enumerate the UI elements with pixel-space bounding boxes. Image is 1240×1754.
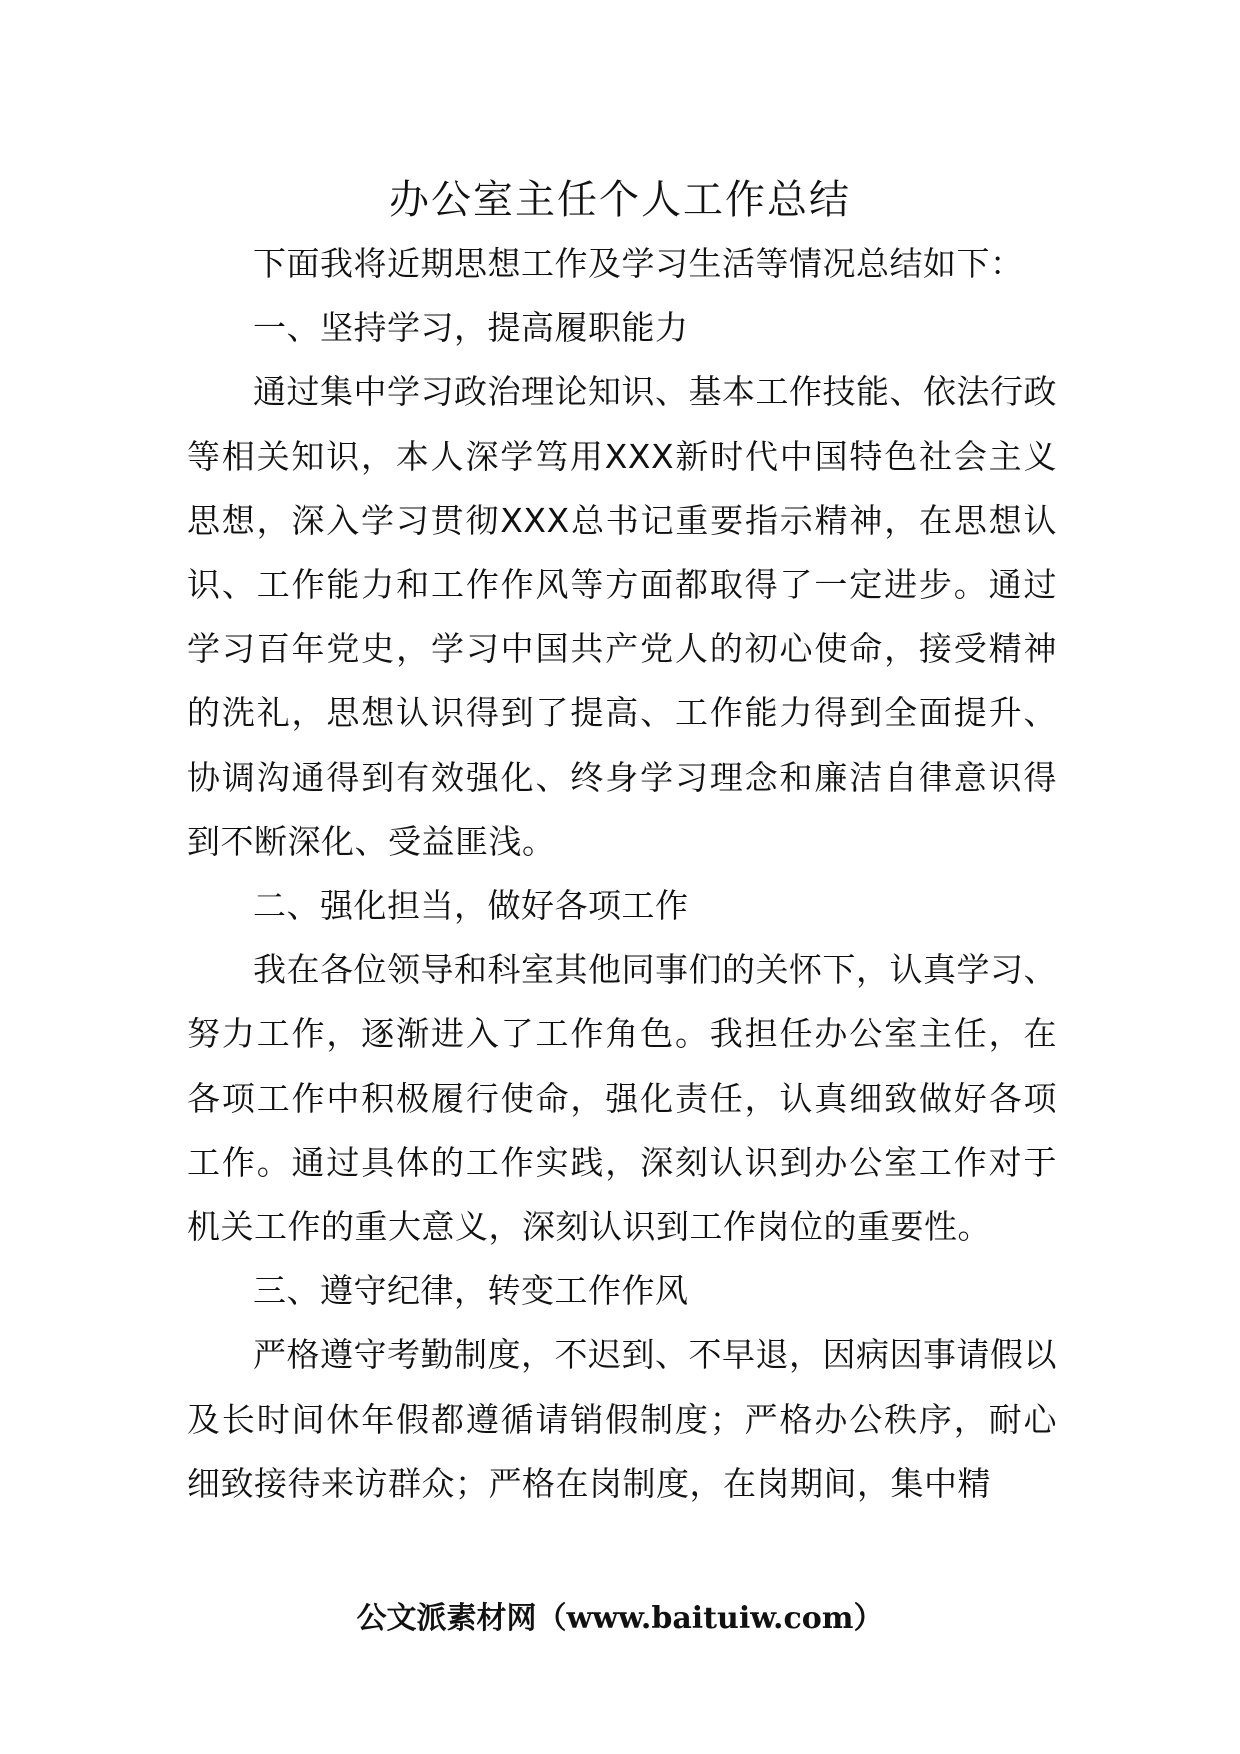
section-paragraph-2: 我在各位领导和科室其他同事们的关怀下，认真学习、努力工作，逐渐进入了工作角色。我担任办公室主任，在各项工作中积极履行使命，强化责任，认真细致做好各项工作。通过具体的工作实践，深刻认识到办公室工作对于机关工作的重大意义，深刻认识到工作岗位的重要性。 (187, 950, 1057, 1247)
document-title: 办公室主任个人工作总结 (389, 177, 851, 223)
watermark-footer: 公文派素材网（www.baituiw.com） (356, 1601, 884, 1636)
section-paragraph-3: 严格遵守考勤制度，不迟到、不早退，因病因事请假以及长时间休年假都遵循请销假制度；严格办公秩序，耐心细致接待来访群众；严格在岗制度，在岗期间，集中精 (187, 1335, 1057, 1503)
section-heading-2: 二、强化担当，做好各项工作 (253, 886, 689, 926)
document-body (187, 232, 1057, 1516)
section-paragraph-1: 通过集中学习政治理论知识、基本工作技能、依法行政等相关知识，本人深学笃用XXX新时代中国特色社会主义思想，深入学习贯彻XXX总书记重要指示精神，在思想认识、工作能力和工作作风等方面都取得了一定进步。通过学习百年党史，学习中国共产党人的初心使命，接受精神的洗礼，思想认识得到了提高、工作能力得到全面提升、协调沟通得到有效强化、终身学习理念和廉洁自律意识得到不断深化、受益匪浅。 (187, 372, 1057, 861)
intro-paragraph: 下面我将近期思想工作及学习生活等情况总结如下： (253, 244, 1024, 283)
section-heading-3: 三、遵守纪律，转变工作作风 (253, 1271, 689, 1311)
section-heading-1: 一、坚持学习，提高履职能力 (253, 308, 689, 348)
